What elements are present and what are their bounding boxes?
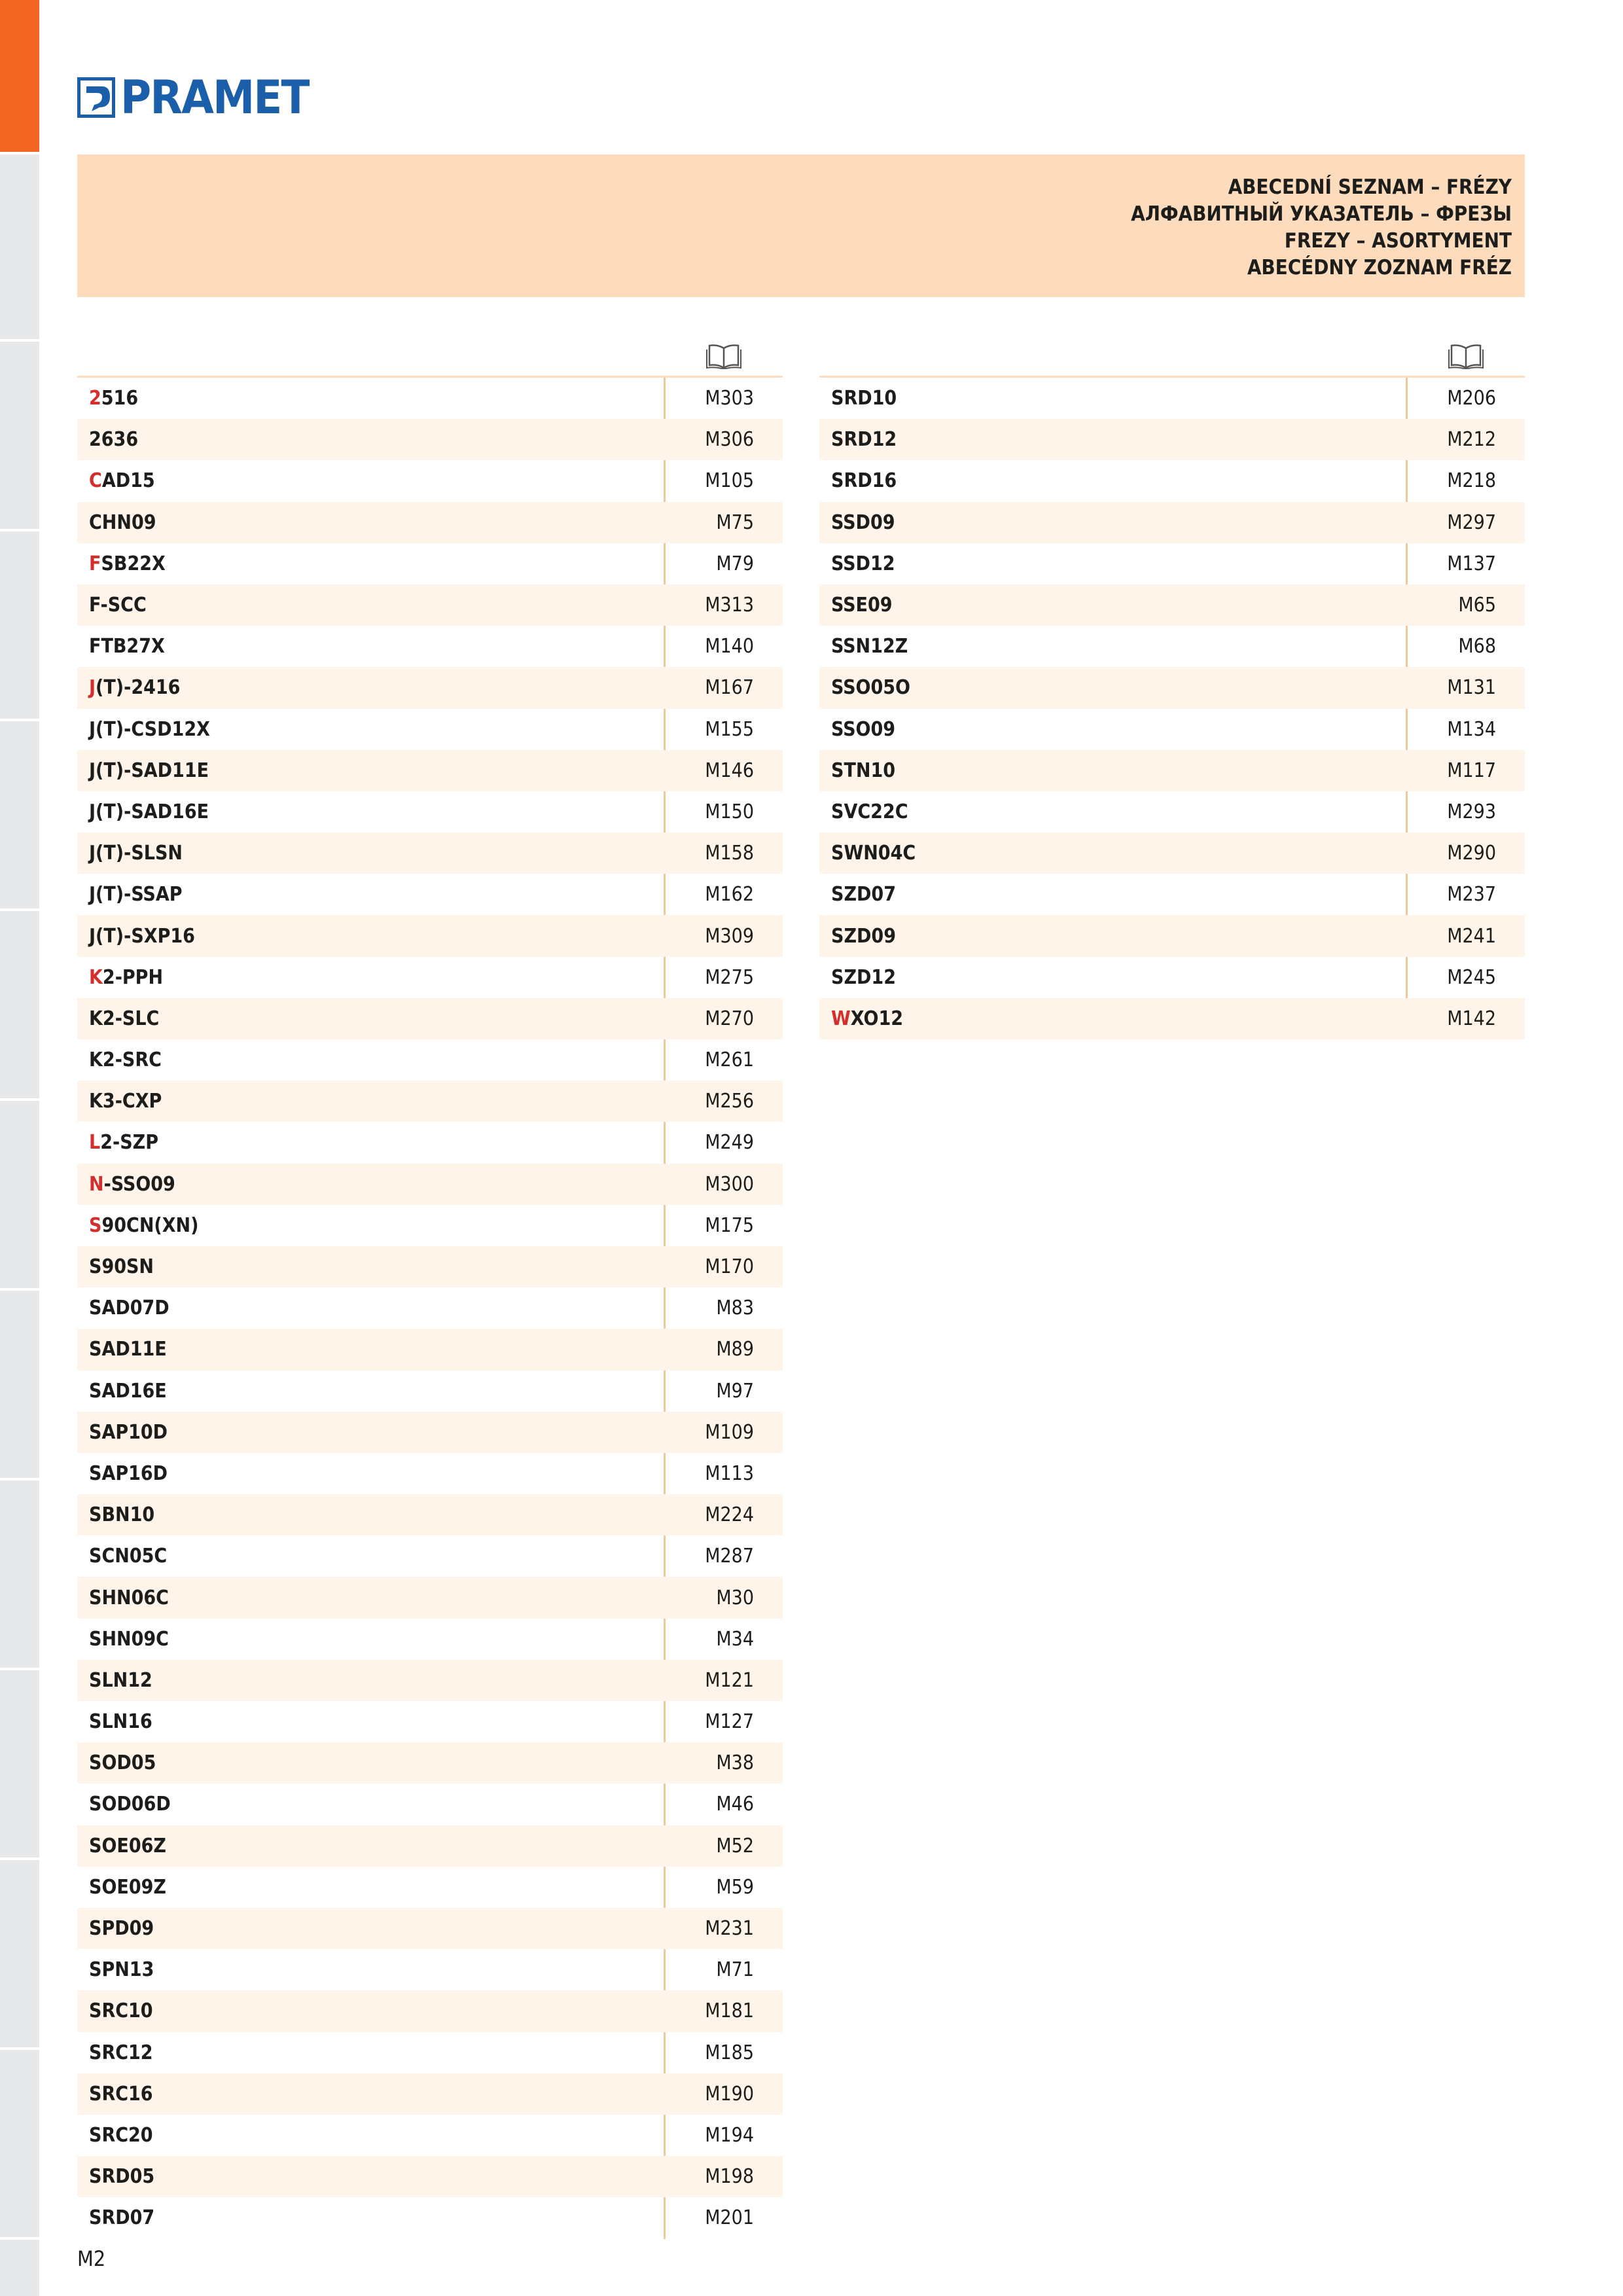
table-row bbox=[77, 1949, 783, 1990]
page-reference: M109 bbox=[705, 1420, 754, 1444]
page-reference: M131 bbox=[1447, 676, 1496, 700]
product-code: SSO09 bbox=[831, 717, 896, 741]
table-row bbox=[77, 1122, 783, 1163]
table-row bbox=[77, 709, 783, 750]
index-table-right bbox=[819, 335, 1525, 1039]
thumb-tab bbox=[0, 1483, 39, 1670]
product-code: J(T)-2416 bbox=[89, 676, 181, 700]
table-row bbox=[77, 2156, 783, 2197]
product-code: J(T)-SLSN bbox=[89, 842, 183, 865]
product-code: SRC20 bbox=[89, 2123, 153, 2147]
brand-name: PRAMET bbox=[120, 71, 309, 124]
banner-title-ru: АЛФАВИТНЫЙ УКАЗАТЕЛЬ – ФРЕЗЫ bbox=[1131, 202, 1512, 226]
banner-title-cz: ABECEDNÍ SEZNAM – FRÉZY bbox=[1228, 175, 1512, 199]
page-reference: M142 bbox=[1447, 1007, 1496, 1030]
product-code: S90SN bbox=[89, 1255, 154, 1279]
page-reference: M150 bbox=[705, 800, 754, 823]
page-reference: M65 bbox=[1458, 594, 1496, 617]
product-code: SSO05O bbox=[831, 676, 910, 700]
banner-title-pl: FREZY – ASORTYMENT bbox=[1284, 229, 1512, 253]
page-reference: M162 bbox=[705, 883, 754, 906]
table-row bbox=[819, 998, 1525, 1039]
product-code: SRD07 bbox=[89, 2206, 155, 2230]
thumb-tab bbox=[0, 1673, 39, 1860]
table-row bbox=[77, 1081, 783, 1122]
page-reference: M224 bbox=[705, 1503, 754, 1527]
page-reference: M245 bbox=[1447, 965, 1496, 989]
thumb-tab bbox=[0, 534, 39, 721]
page-reference: M300 bbox=[705, 1172, 754, 1196]
page-reference: M261 bbox=[705, 1049, 754, 1072]
page-reference: M121 bbox=[705, 1668, 754, 1692]
page-reference: M287 bbox=[705, 1545, 754, 1568]
page-reference: M194 bbox=[705, 2123, 754, 2147]
page-reference: M309 bbox=[705, 924, 754, 948]
table-row bbox=[77, 1908, 783, 1949]
product-code: K2-SRC bbox=[89, 1049, 162, 1072]
table-row bbox=[77, 1867, 783, 1908]
page-reference: M79 bbox=[716, 552, 754, 575]
product-code: K3-CXP bbox=[89, 1090, 162, 1113]
table-row bbox=[819, 543, 1525, 584]
table-row bbox=[77, 1329, 783, 1370]
page-reference: M293 bbox=[1447, 800, 1496, 823]
product-code: SRD05 bbox=[89, 2165, 155, 2189]
product-code: FTB27X bbox=[89, 635, 165, 658]
product-code: SLN16 bbox=[89, 1710, 152, 1734]
product-code: J(T)-SAD11E bbox=[89, 759, 209, 782]
product-code: SAP16D bbox=[89, 1462, 168, 1485]
product-code: SAD07D bbox=[89, 1297, 169, 1320]
page-reference: M170 bbox=[705, 1255, 754, 1279]
page-reference: M68 bbox=[1458, 635, 1496, 658]
table-row bbox=[77, 419, 783, 460]
product-code: SZD07 bbox=[831, 883, 896, 906]
book-icon bbox=[1448, 343, 1484, 369]
table-row bbox=[819, 584, 1525, 626]
table-row bbox=[77, 460, 783, 501]
thumb-tab bbox=[0, 2053, 39, 2240]
table-row bbox=[77, 750, 783, 791]
product-code: SSN12Z bbox=[831, 635, 908, 658]
page-reference: M46 bbox=[716, 1793, 754, 1816]
product-code: WXO12 bbox=[831, 1007, 904, 1030]
table-row bbox=[77, 2073, 783, 2115]
table-row bbox=[77, 1039, 783, 1081]
table-row bbox=[77, 1742, 783, 1784]
page-reference: M30 bbox=[716, 1586, 754, 1609]
thumb-tab bbox=[0, 0, 39, 154]
product-code: SOD06D bbox=[89, 1793, 171, 1816]
table-row bbox=[77, 915, 783, 956]
index-rows-left bbox=[77, 378, 783, 2238]
page-reference: M97 bbox=[716, 1379, 754, 1403]
page-reference: M218 bbox=[1447, 469, 1496, 493]
page-reference: M241 bbox=[1447, 924, 1496, 948]
table-header bbox=[77, 335, 783, 378]
table-row bbox=[77, 833, 783, 874]
page-reference: M303 bbox=[705, 387, 754, 410]
product-code: SSD12 bbox=[831, 552, 895, 575]
page-reference: M198 bbox=[705, 2165, 754, 2189]
thumb-tab bbox=[0, 154, 39, 342]
table-row bbox=[77, 1990, 783, 2032]
page-reference: M105 bbox=[705, 469, 754, 493]
page-reference: M212 bbox=[1447, 428, 1496, 452]
page-reference: M275 bbox=[705, 965, 754, 989]
page-reference: M270 bbox=[705, 1007, 754, 1030]
product-code: SPD09 bbox=[89, 1917, 154, 1941]
table-row bbox=[77, 1287, 783, 1329]
product-code: FSB22X bbox=[89, 552, 166, 575]
title-banner bbox=[77, 154, 1525, 297]
product-code: J(T)-SXP16 bbox=[89, 924, 195, 948]
table-row bbox=[819, 667, 1525, 708]
page-number: M2 bbox=[77, 2246, 106, 2271]
product-code: SPN13 bbox=[89, 1958, 154, 1982]
page-reference: M146 bbox=[705, 759, 754, 782]
product-code: SZD09 bbox=[831, 924, 896, 948]
product-code: SAD11E bbox=[89, 1338, 167, 1361]
table-row bbox=[819, 915, 1525, 956]
page-reference: M140 bbox=[705, 635, 754, 658]
table-header bbox=[819, 335, 1525, 378]
page-reference: M38 bbox=[716, 1751, 754, 1775]
table-row bbox=[819, 460, 1525, 501]
product-code: SCN05C bbox=[89, 1545, 168, 1568]
product-code: STN10 bbox=[831, 759, 895, 782]
table-row bbox=[77, 584, 783, 626]
product-code: K2-SLC bbox=[89, 1007, 160, 1030]
page-reference: M175 bbox=[705, 1213, 754, 1237]
product-code: F-SCC bbox=[89, 594, 147, 617]
page-reference: M231 bbox=[705, 1917, 754, 1941]
table-row bbox=[77, 1660, 783, 1701]
page-reference: M190 bbox=[705, 2082, 754, 2106]
product-code: SRD12 bbox=[831, 428, 897, 452]
table-row bbox=[77, 874, 783, 915]
product-code: SOD05 bbox=[89, 1751, 156, 1775]
page-reference: M206 bbox=[1447, 387, 1496, 410]
page-reference: M237 bbox=[1447, 883, 1496, 906]
page-reference: M306 bbox=[705, 428, 754, 452]
product-code: SHN09C bbox=[89, 1627, 169, 1651]
product-code: J(T)-SAD16E bbox=[89, 800, 209, 823]
table-row bbox=[819, 957, 1525, 998]
table-row bbox=[819, 378, 1525, 419]
table-row bbox=[77, 1825, 783, 1867]
product-code: SVC22C bbox=[831, 800, 908, 823]
table-row bbox=[819, 709, 1525, 750]
page-reference: M158 bbox=[705, 842, 754, 865]
product-code: SZD12 bbox=[831, 965, 896, 989]
page-reference: M185 bbox=[705, 2041, 754, 2064]
page-reference: M155 bbox=[705, 717, 754, 741]
product-code: SAP10D bbox=[89, 1420, 168, 1444]
table-row bbox=[77, 1535, 783, 1577]
product-code: SRC16 bbox=[89, 2082, 153, 2106]
banner-titles bbox=[1131, 174, 1512, 281]
product-code: 2516 bbox=[89, 387, 139, 410]
product-code: SOE09Z bbox=[89, 1875, 166, 1899]
product-code: K2-PPH bbox=[89, 965, 164, 989]
table-row bbox=[77, 1371, 783, 1412]
table-row bbox=[819, 502, 1525, 543]
product-code: SSD09 bbox=[831, 511, 895, 534]
page-reference: M34 bbox=[716, 1627, 754, 1651]
page-reference: M89 bbox=[716, 1338, 754, 1361]
page-reference: M137 bbox=[1447, 552, 1496, 575]
page-reference: M201 bbox=[705, 2206, 754, 2230]
product-code: CAD15 bbox=[89, 469, 155, 493]
page-reference: M83 bbox=[716, 1297, 754, 1320]
table-row bbox=[77, 502, 783, 543]
page-reference: M59 bbox=[716, 1875, 754, 1899]
table-row bbox=[77, 1164, 783, 1205]
table-row bbox=[819, 833, 1525, 874]
page-reference: M249 bbox=[705, 1131, 754, 1155]
thumb-index-strip bbox=[0, 0, 39, 2296]
table-row bbox=[77, 998, 783, 1039]
pramet-logo-mark-icon bbox=[77, 77, 115, 118]
table-row bbox=[77, 543, 783, 584]
table-row bbox=[77, 378, 783, 419]
product-code: SRD10 bbox=[831, 387, 897, 410]
product-code: SWN04C bbox=[831, 842, 916, 865]
page-reference: M117 bbox=[1447, 759, 1496, 782]
product-code: SRD16 bbox=[831, 469, 897, 493]
page-reference: M134 bbox=[1447, 717, 1496, 741]
page-reference: M113 bbox=[705, 1462, 754, 1485]
index-rows-right bbox=[819, 378, 1525, 1039]
page-reference: M181 bbox=[705, 2000, 754, 2023]
product-code: SLN12 bbox=[89, 1668, 152, 1692]
table-row bbox=[77, 2197, 783, 2238]
table-row bbox=[77, 1701, 783, 1742]
product-code: S90CN(XN) bbox=[89, 1213, 199, 1237]
table-row bbox=[77, 626, 783, 667]
table-row bbox=[77, 1453, 783, 1494]
table-row bbox=[819, 791, 1525, 833]
product-code: J(T)-SSAP bbox=[89, 883, 183, 906]
page-reference: M52 bbox=[716, 1834, 754, 1857]
thumb-tab bbox=[0, 1293, 39, 1480]
thumb-tab bbox=[0, 724, 39, 911]
table-row bbox=[819, 750, 1525, 791]
table-row bbox=[77, 1246, 783, 1287]
table-row bbox=[77, 667, 783, 708]
product-code: J(T)-CSD12X bbox=[89, 717, 210, 741]
table-row bbox=[77, 957, 783, 998]
index-table-left bbox=[77, 335, 783, 2238]
table-row bbox=[77, 791, 783, 833]
thumb-tab bbox=[0, 914, 39, 1101]
product-code: SRC10 bbox=[89, 2000, 153, 2023]
table-row bbox=[819, 419, 1525, 460]
pramet-logo bbox=[77, 71, 325, 124]
thumb-tab bbox=[0, 344, 39, 531]
page-reference: M127 bbox=[705, 1710, 754, 1734]
page-reference: M167 bbox=[705, 676, 754, 700]
table-row bbox=[77, 1412, 783, 1453]
table-row bbox=[77, 1205, 783, 1246]
banner-title-sk: ABECÉDNY ZOZNAM FRÉZ bbox=[1247, 256, 1512, 279]
product-code: SSE09 bbox=[831, 594, 893, 617]
product-code: SOE06Z bbox=[89, 1834, 166, 1857]
table-row bbox=[819, 874, 1525, 915]
page-reference: M75 bbox=[716, 511, 754, 534]
product-code: L2-SZP bbox=[89, 1131, 158, 1155]
product-code: CHN09 bbox=[89, 511, 156, 534]
table-row bbox=[77, 1577, 783, 1618]
page-reference: M256 bbox=[705, 1090, 754, 1113]
book-icon bbox=[705, 343, 742, 369]
table-row bbox=[77, 2032, 783, 2073]
table-row bbox=[77, 1784, 783, 1825]
product-code: SBN10 bbox=[89, 1503, 155, 1527]
thumb-tab bbox=[0, 1103, 39, 1291]
thumb-tab bbox=[0, 1863, 39, 2050]
page-reference: M71 bbox=[716, 1958, 754, 1982]
table-row bbox=[77, 1494, 783, 1535]
product-code: SHN06C bbox=[89, 1586, 169, 1609]
product-code: SRC12 bbox=[89, 2041, 153, 2064]
page-reference: M297 bbox=[1447, 511, 1496, 534]
page-reference: M313 bbox=[705, 594, 754, 617]
product-code: N-SSO09 bbox=[89, 1172, 175, 1196]
table-row bbox=[77, 1619, 783, 1660]
page-reference: M290 bbox=[1447, 842, 1496, 865]
table-row bbox=[819, 626, 1525, 667]
product-code: SAD16E bbox=[89, 1379, 167, 1403]
table-row bbox=[77, 2115, 783, 2156]
product-code: 2636 bbox=[89, 428, 139, 452]
